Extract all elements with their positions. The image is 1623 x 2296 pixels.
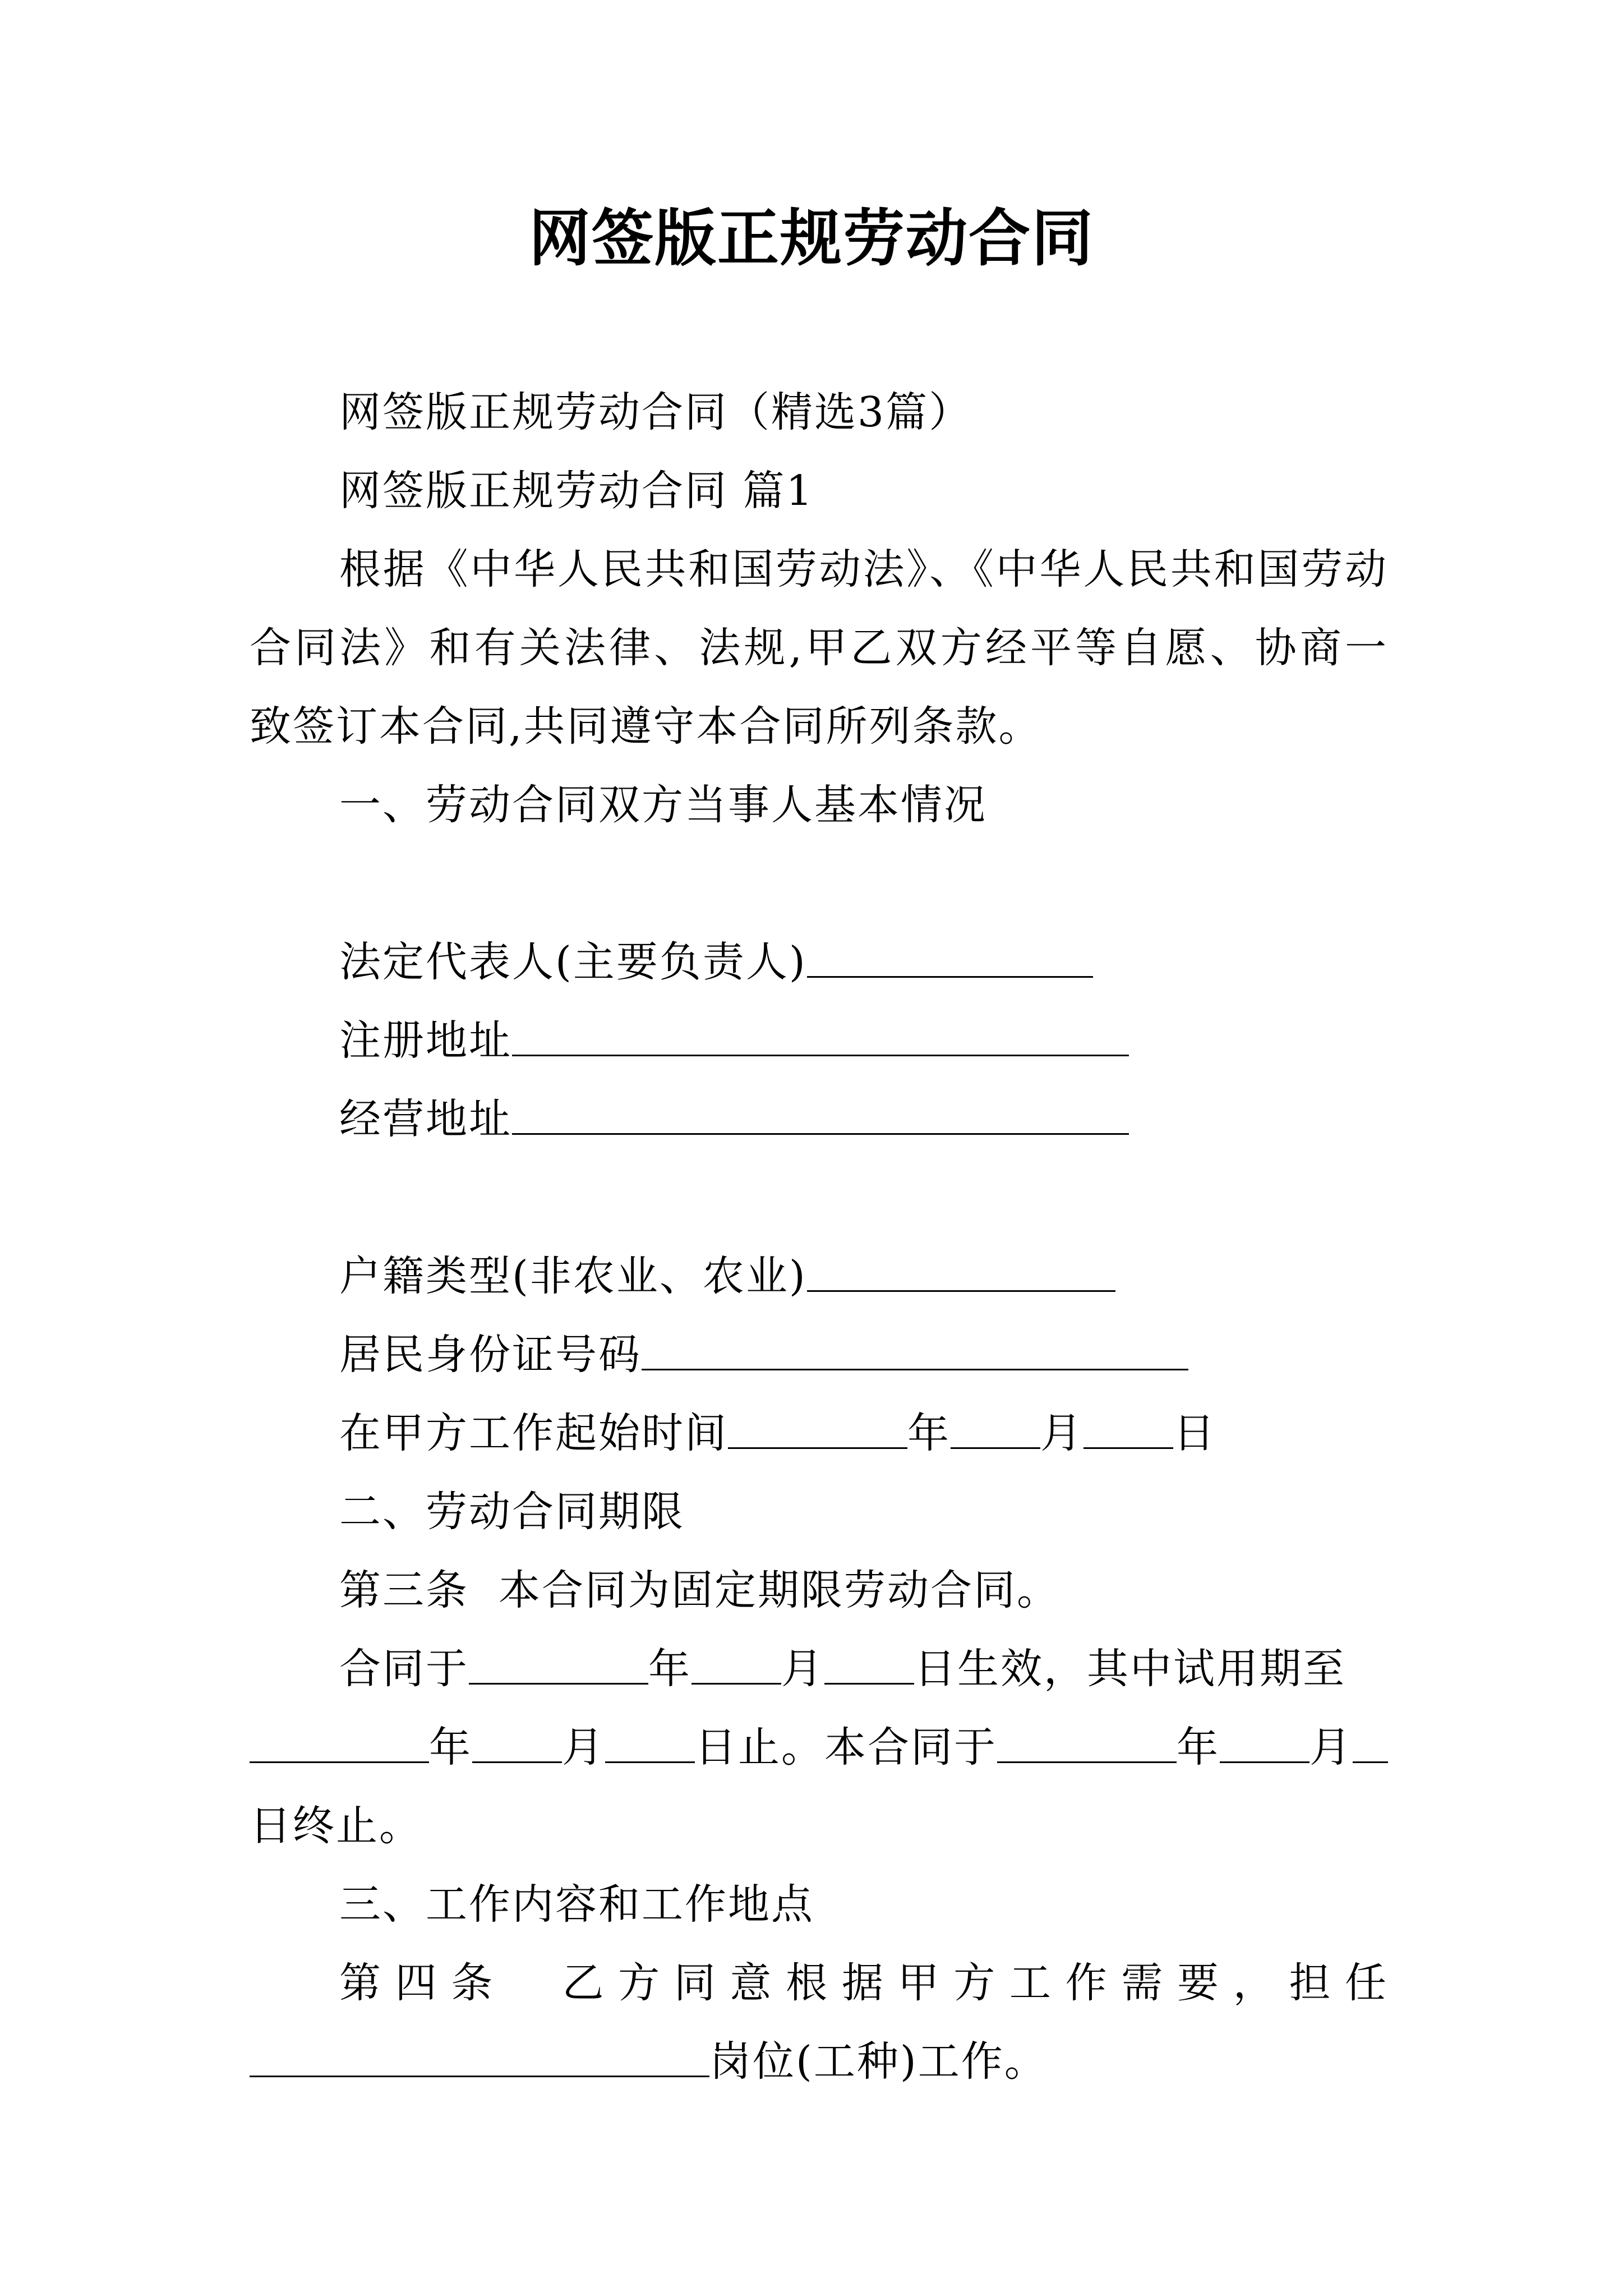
- article1-line: [339, 858, 1388, 909]
- biz-address-label: 经营地址: [339, 1095, 512, 1143]
- year-label: 年: [648, 1645, 691, 1693]
- reg-address-label: 注册地址: [339, 1016, 512, 1065]
- contract-period-line-2: [250, 1722, 1388, 1773]
- month-label: 月: [1310, 1723, 1353, 1772]
- contract-period-line-3: 日终止。: [250, 1802, 422, 1850]
- probation-month-blank[interactable]: [472, 1722, 562, 1763]
- month-label: 月: [1040, 1409, 1083, 1457]
- effective-probation-label: 日生效，其中试用期至: [914, 1645, 1346, 1693]
- id-number-blank[interactable]: [642, 1329, 1188, 1370]
- intro-line-3: 致签订本合同,共同遵守本合同所列条款。: [250, 702, 1042, 751]
- end-year-blank[interactable]: [997, 1722, 1177, 1763]
- day-label: 日: [1173, 1409, 1216, 1457]
- end-month-blank[interactable]: [1220, 1722, 1310, 1763]
- end-day-blank[interactable]: [1353, 1722, 1388, 1763]
- legal-rep-line: [339, 937, 1388, 987]
- contract-from-label: 合同于: [339, 1645, 469, 1693]
- id-number-line: [339, 1329, 1388, 1380]
- part2-heading: 二、劳动合同期限: [339, 1488, 685, 1536]
- probation-year-blank[interactable]: [250, 1722, 429, 1763]
- intro-line-2: 合同法》和有关法律、法规,甲乙双方经平等自愿、协商一: [250, 624, 1388, 672]
- position-blank[interactable]: [250, 2036, 709, 2077]
- effective-year-blank[interactable]: [469, 1644, 648, 1685]
- start-month-blank[interactable]: [951, 1408, 1040, 1449]
- article3-line: 第三条 本合同为固定期限劳动合同。: [339, 1566, 1061, 1614]
- biz-address-blank[interactable]: [512, 1094, 1129, 1135]
- article2-line: [339, 1172, 1388, 1223]
- legal-rep-blank[interactable]: [807, 937, 1093, 978]
- year-label: 年: [429, 1723, 472, 1772]
- effective-month-blank[interactable]: [691, 1644, 781, 1685]
- start-year-blank[interactable]: [728, 1408, 907, 1449]
- household-blank[interactable]: [807, 1251, 1115, 1292]
- start-time-label: 在甲方工作起始时间: [339, 1409, 728, 1457]
- biz-address-line: [339, 1094, 1388, 1144]
- year-label: 年: [1177, 1723, 1220, 1772]
- household-line: [339, 1251, 1388, 1301]
- part1-heading: 一、劳动合同双方当事人基本情况: [339, 781, 987, 829]
- month-label: 月: [781, 1645, 824, 1693]
- part3-heading: 三、工作内容和工作地点: [339, 1880, 814, 1929]
- article4-line: 第四条 乙方同意根据甲方工作需要，担任: [339, 1959, 1388, 2007]
- probation-day-blank[interactable]: [605, 1722, 695, 1763]
- reg-address-blank[interactable]: [512, 1015, 1129, 1056]
- reg-address-line: [339, 1015, 1388, 1066]
- intro-line-1: 根据《中华人民共和国劳动法》、《中华人民共和国劳动: [339, 545, 1388, 593]
- id-number-label: 居民身份证号码: [339, 1331, 642, 1379]
- until-contract-label: 日止。本合同于: [695, 1723, 997, 1772]
- position-line: [250, 2036, 1388, 2087]
- legal-rep-label: 法定代表人(主要负责人): [339, 938, 807, 986]
- position-label: 岗位(工种)工作。: [709, 2037, 1048, 2086]
- contract-period-line-1: [339, 1644, 1388, 1694]
- start-day-blank[interactable]: [1083, 1408, 1173, 1449]
- year-label: 年: [907, 1409, 951, 1457]
- start-time-line: [339, 1408, 1388, 1458]
- month-label: 月: [562, 1723, 605, 1772]
- household-label: 户籍类型(非农业、农业): [339, 1252, 807, 1300]
- document-subtitle: 网签版正规劳动合同（精选3篇）: [339, 388, 972, 436]
- section-heading: 网签版正规劳动合同 篇1: [339, 467, 814, 515]
- effective-day-blank[interactable]: [824, 1644, 914, 1685]
- document-title: 网签版正规劳动合同: [529, 202, 1094, 274]
